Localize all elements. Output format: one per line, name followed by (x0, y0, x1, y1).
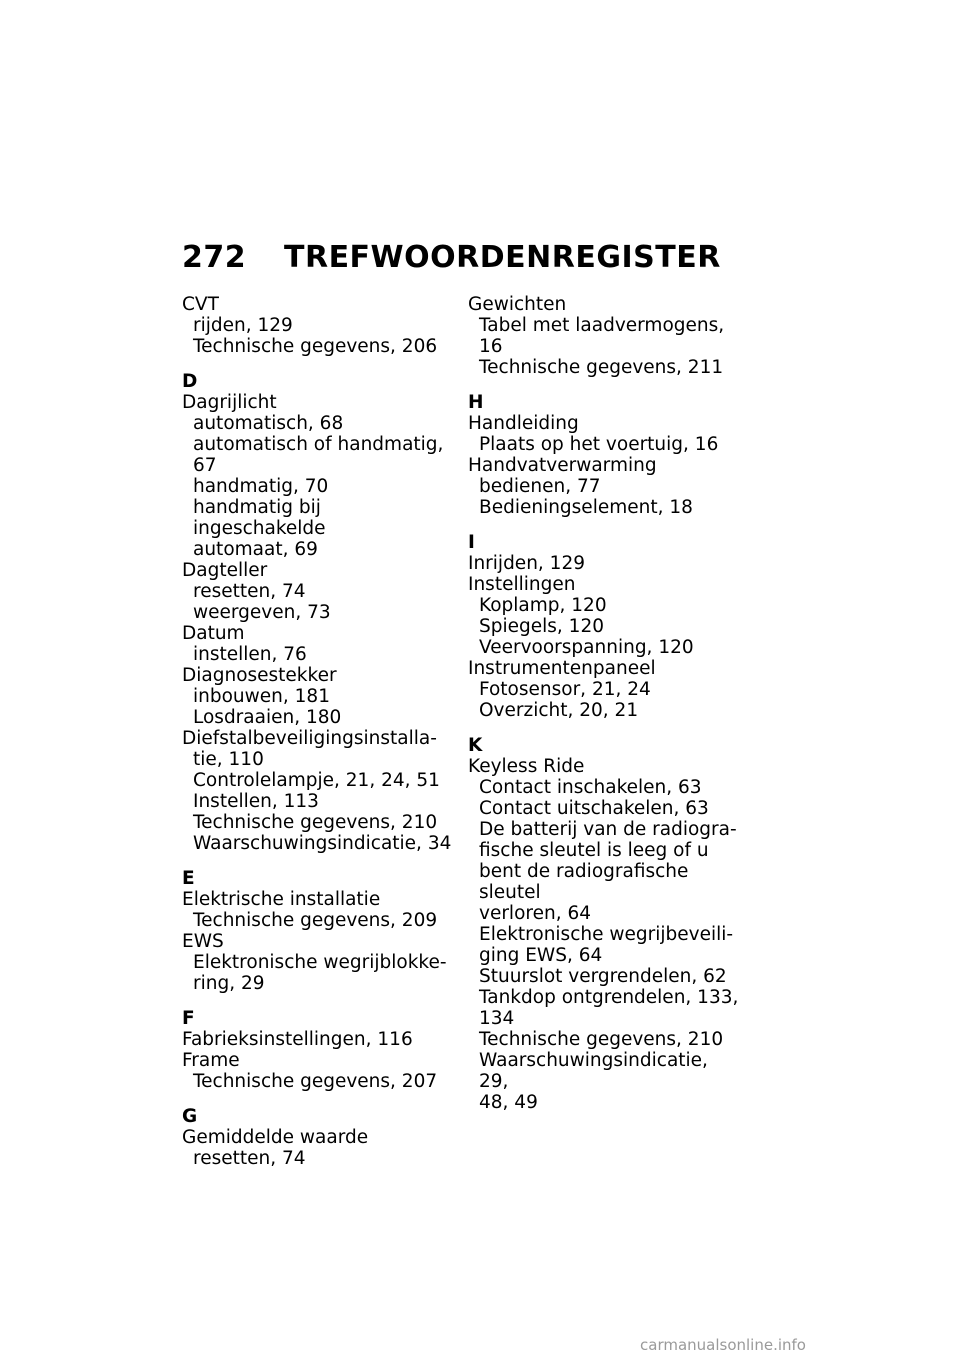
index-term: Handleiding (468, 413, 579, 434)
index-entry-cvt (182, 294, 457, 357)
index-entry-inrijden (468, 553, 743, 574)
index-term: Inrijden, 129 (468, 553, 585, 574)
index-letter-k: K (468, 735, 483, 756)
index-subentry: verloren, 64 (479, 903, 592, 924)
index-subentry: Overzicht, 20, 21 (479, 700, 639, 721)
index-subentry: Controlelampje, 21, 24, 51 (193, 770, 440, 791)
index-subentry: Tabel met laadvermogens, 16 (479, 315, 725, 357)
index-subentry: Technische gegevens, 207 (193, 1071, 438, 1092)
index-subentry: Fotosensor, 21, 24 (479, 679, 651, 700)
page-heading (182, 240, 721, 275)
index-entry-keyless-ride (468, 756, 743, 1113)
index-letter-f: F (182, 1008, 195, 1029)
index-letter-d: D (182, 371, 198, 392)
index-term: Keyless Ride (468, 756, 585, 777)
index-subentry: Contact inschakelen, 63 (479, 777, 702, 798)
index-entry-diefstal (182, 728, 457, 854)
index-subentry: Koplamp, 120 (479, 595, 607, 616)
index-entry-handvatverwarming (468, 455, 743, 518)
index-term: Dagteller (182, 560, 268, 581)
index-subentry: Losdraaien, 180 (193, 707, 342, 728)
index-subentry: De batterij van de radiogra- (479, 819, 737, 840)
index-term: Gemiddelde waarde (182, 1127, 369, 1148)
index-subentry: resetten, 74 (193, 1148, 306, 1169)
index-term: Diagnosestekker (182, 665, 337, 686)
index-subentry: Elektronische wegrijblokke- (193, 952, 447, 973)
index-subentry: Waarschuwingsindicatie, 29, (479, 1050, 708, 1092)
index-subentry: Elektronische wegrijbeveili- (479, 924, 734, 945)
index-term: Diefstalbeveiligingsinstalla- (182, 728, 437, 749)
index-subentry: Waarschuwingsindicatie, 34 (193, 833, 452, 854)
index-subentry: bent de radiografische sleutel (479, 861, 689, 903)
index-subentry: handmatig, 70 (193, 476, 329, 497)
index-term: CVT (182, 294, 219, 315)
index-entry-handleiding (468, 413, 743, 455)
index-column-left (182, 294, 457, 1169)
index-term: Elektrische installatie (182, 889, 381, 910)
index-subentry: handmatig bij ingeschakelde (193, 497, 326, 539)
index-letter-e: E (182, 868, 195, 889)
index-subentry: Technische gegevens, 211 (479, 357, 724, 378)
index-term: EWS (182, 931, 224, 952)
index-subentry: Technische gegevens, 210 (193, 812, 438, 833)
index-letter-h: H (468, 392, 484, 413)
index-subentry: 48, 49 (479, 1092, 538, 1113)
index-subentry: Bedieningselement, 18 (479, 497, 693, 518)
index-term: Instrumentenpaneel (468, 658, 656, 679)
index-term: Handvatverwarming (468, 455, 657, 476)
index-column-right (468, 294, 743, 1113)
watermark-text: carmanualsonline.info (640, 1336, 806, 1354)
index-entry-diagnosestekker (182, 665, 457, 728)
index-subentry: Instellen, 113 (193, 791, 319, 812)
index-entry-ews (182, 931, 457, 994)
index-term: Fabrieksinstellingen, 116 (182, 1029, 413, 1050)
index-subentry: fische sleutel is leeg of u (479, 840, 709, 861)
index-entry-datum (182, 623, 457, 665)
index-letter-g: G (182, 1106, 198, 1127)
page-title: TREFWOORDENREGISTER (284, 240, 721, 275)
index-subentry: Spiegels, 120 (479, 616, 604, 637)
index-subentry: inbouwen, 181 (193, 686, 330, 707)
index-subentry: tie, 110 (193, 749, 264, 770)
index-term: Instellingen (468, 574, 576, 595)
index-term: Frame (182, 1050, 240, 1071)
index-subentry: Tankdop ontgrendelen, 133, (479, 987, 739, 1008)
index-subentry: Contact uitschakelen, 63 (479, 798, 709, 819)
index-subentry: automaat, 69 (193, 539, 318, 560)
index-entry-dagrijlicht (182, 392, 457, 560)
index-entry-frame (182, 1050, 457, 1092)
index-entry-instrumentenpaneel (468, 658, 743, 721)
index-entry-instellingen (468, 574, 743, 658)
index-subentry: ring, 29 (193, 973, 265, 994)
index-subentry: Technische gegevens, 206 (193, 336, 438, 357)
index-subentry: resetten, 74 (193, 581, 306, 602)
index-subentry: automatisch of handmatig, 67 (193, 434, 444, 476)
index-entry-gemiddelde-waarde (182, 1127, 457, 1169)
index-subentry: Plaats op het voertuig, 16 (479, 434, 719, 455)
index-subentry: rijden, 129 (193, 315, 293, 336)
index-entry-elektrische-installatie (182, 889, 457, 931)
index-subentry: Technische gegevens, 209 (193, 910, 438, 931)
index-subentry: ging EWS, 64 (479, 945, 603, 966)
index-subentry: Stuurslot vergrendelen, 62 (479, 966, 727, 987)
index-entry-dagteller (182, 560, 457, 623)
index-subentry: Veervoorspanning, 120 (479, 637, 694, 658)
index-subentry: bedienen, 77 (479, 476, 601, 497)
index-subentry: instellen, 76 (193, 644, 307, 665)
index-term: Dagrijlicht (182, 392, 277, 413)
index-term: Datum (182, 623, 245, 644)
index-letter-i: I (468, 532, 475, 553)
index-subentry: Technische gegevens, 210 (479, 1029, 724, 1050)
index-subentry: 134 (479, 1008, 515, 1029)
index-term: Gewichten (468, 294, 567, 315)
index-entry-fabrieksinstellingen (182, 1029, 457, 1050)
index-subentry: automatisch, 68 (193, 413, 344, 434)
index-entry-gewichten (468, 294, 743, 378)
page-number: 272 (182, 240, 247, 275)
index-subentry: weergeven, 73 (193, 602, 331, 623)
